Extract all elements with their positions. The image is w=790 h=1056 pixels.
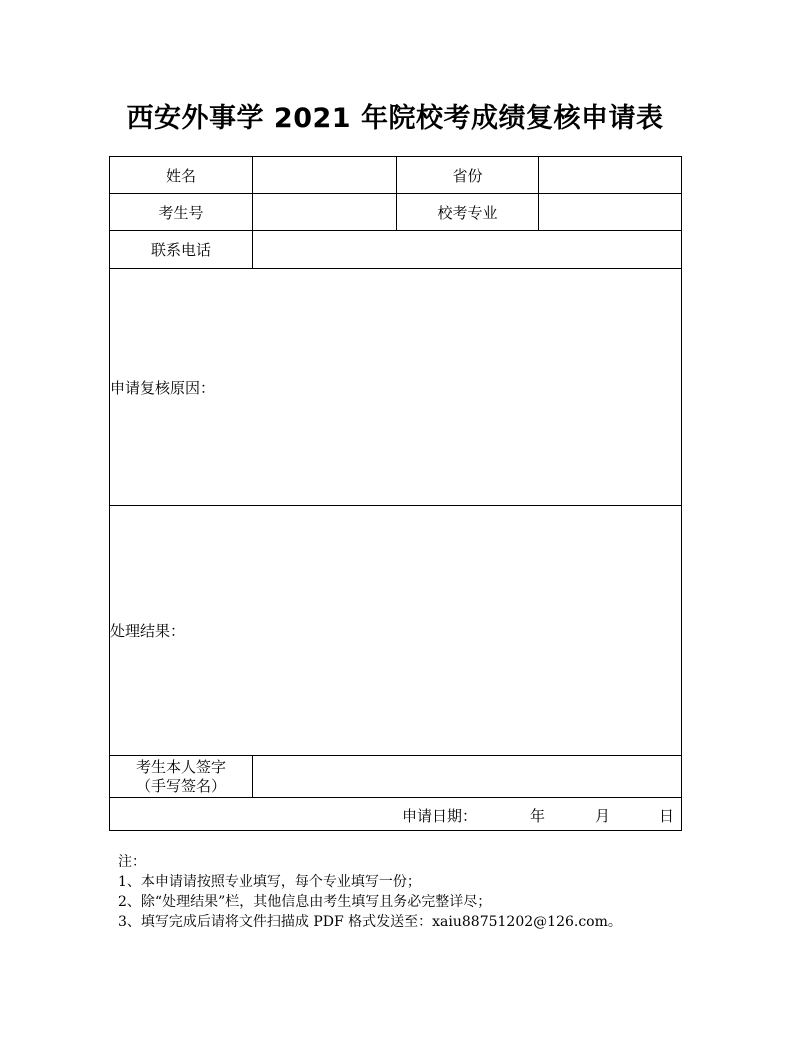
name-field[interactable]: [253, 157, 397, 194]
row-examno-major: [110, 194, 682, 231]
month-label: 月: [595, 806, 611, 825]
signature-label-line2: （手写签名）: [135, 776, 226, 795]
date-cell[interactable]: [110, 798, 682, 831]
year-label: 年: [530, 806, 546, 825]
row-name-province: [110, 157, 682, 194]
row-signature: [110, 756, 682, 798]
major-label: 校考专业: [397, 194, 539, 231]
row-reason: [110, 269, 682, 506]
reason-label: 申请复核原因：: [110, 378, 216, 397]
phone-field[interactable]: [253, 231, 682, 269]
row-result: [110, 506, 682, 756]
exam-number-label: 考生号: [110, 194, 253, 231]
name-label: 姓名: [110, 157, 253, 194]
notes-section: [118, 852, 622, 932]
major-field[interactable]: [539, 194, 682, 231]
row-phone: [110, 231, 682, 269]
reason-area[interactable]: [110, 269, 682, 506]
signature-label-line1: 考生本人签字: [135, 757, 226, 776]
exam-number-field[interactable]: [253, 194, 397, 231]
province-label: 省份: [397, 157, 539, 194]
note-item: 1、本申请请按照专业填写，每个专业填写一份；: [118, 874, 421, 890]
note-item: 2、除“处理结果”栏，其他信息由考生填写且务必完整详尽；: [118, 894, 492, 910]
document-title: 西安外事学 2021 年院校考成绩复核申请表: [126, 103, 664, 134]
phone-label: 联系电话: [110, 231, 253, 269]
province-field[interactable]: [539, 157, 682, 194]
result-label: 处理结果：: [110, 622, 186, 640]
row-date: [110, 798, 682, 831]
signature-label: [110, 756, 253, 798]
date-label: 申请日期：: [402, 806, 478, 825]
result-area[interactable]: [110, 506, 682, 756]
day-label: 日: [659, 806, 675, 825]
notes-heading: 注：: [118, 854, 146, 870]
application-form-table: [109, 156, 682, 831]
signature-field[interactable]: [253, 756, 682, 798]
note-item: 3、填写完成后请将文件扫描成 PDF 格式发送至：xaiu88751202@126.com。: [118, 914, 622, 930]
